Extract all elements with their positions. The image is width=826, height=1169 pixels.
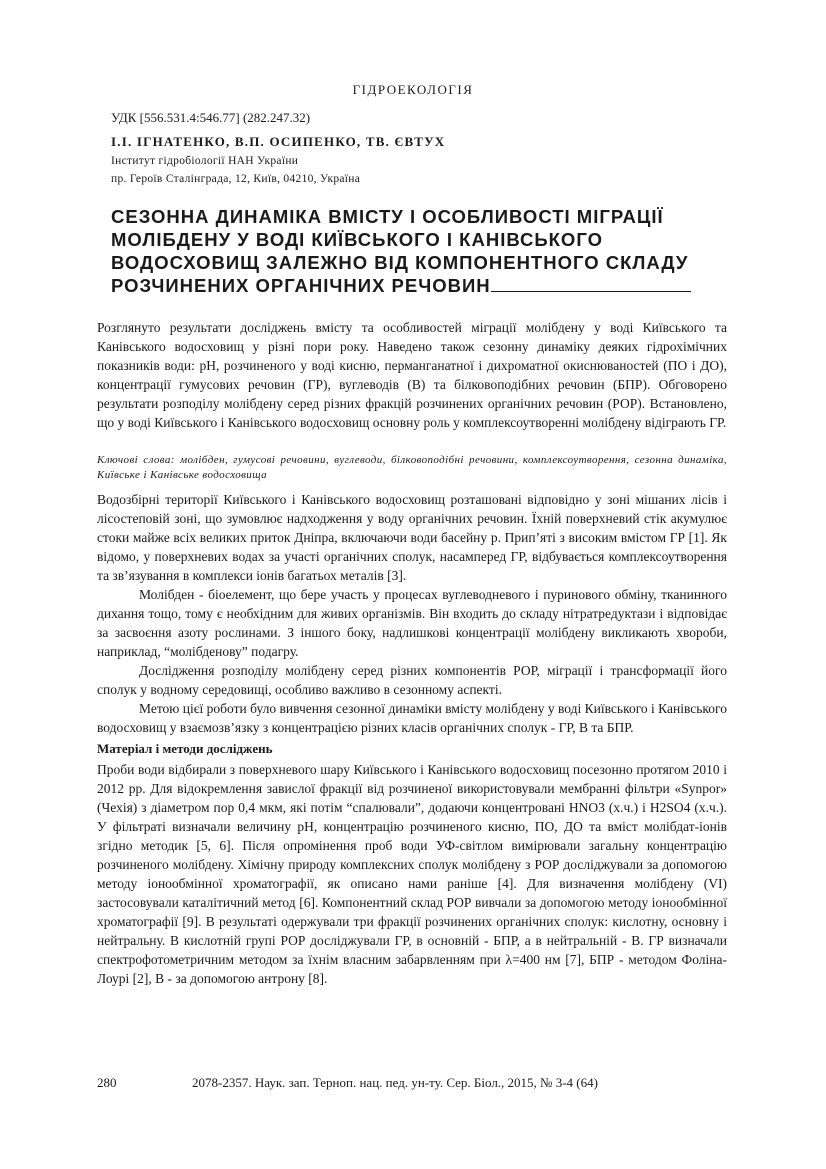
author-list: І.І. ІГНАТЕНКО, В.П. ОСИПЕНКО, ТВ. ЄВТУХ [111,134,446,149]
body-paragraph: Метою цієї роботи було вивчення сезонної динаміки вмісту молібдену у воді Київського і Канівського водосховищ у взаємозв’язку з концентрацією різних класів органічних сполук - ГР, В та БПР. [97,701,727,735]
section-heading: ГІДРОЕКОЛОГІЯ [352,82,474,97]
udc-code: УДК [556.531.4:546.77] (282.247.32) [111,110,311,125]
abstract: Розглянуто результати досліджень вмісту та особливостей міграції молібдену у воді Київського та Канівського водосховищ у різні пори року. Наведено також сезонну динаміку деяких гідрохімічних показників води: рН, розчиненого у воді кисню, перманганатної і дихроматної окиснюваностей (ПО і ДО), концентрації гумусових речовин (ГР), вуглеводів (В) та білковоподібних речовин (БПР). Обговорено результати розподілу молібдену серед різних фракцій розчинених органічних речовин (РОР). Встановлено, що у воді Київського і Канівського водосховищ основну роль у комплексоутворенні молібдену відіграють ГР. [97,320,727,430]
methods-heading: Матеріал і методи досліджень [97,741,273,756]
title-line: СЕЗОННА ДИНАМІКА ВМІСТУ І ОСОБЛИВОСТІ МІГРАЦІЇ [111,206,664,227]
article-body [97,490,727,988]
title-line: ВОДОСХОВИЩ ЗАЛЕЖНО ВІД КОМПОНЕНТНОГО СКЛАДУ [111,252,689,273]
title-underline-rule [491,290,691,292]
page-number: 280 [97,1075,117,1090]
body-paragraph: Молібден - біоелемент, що бере участь у процесах вуглеводневого і пуринового обміну, тканинного дихання тощо, тому є необхідним для живих організмів. Він входить до складу нітратредуктази і відповідає за засвоєння азоту рослинами. З іншого боку, надлишкові концентрації молібдену викликають хвороби, наприклад, “молібденову” подагру. [97,587,727,659]
title-line-final [111,274,711,297]
methods-paragraph: Проби води відбирали з поверхневого шару Київського і Канівського водосховищ посезонно протягом 2010 і 2012 рр. Для відокремлення завислої фракції від розчиненої використовували мембранні фільтри «Synpor» (Чехія) з діаметром пор 0,4 мкм, які потім “спалювали”, додаючи концентровані HNO3 (х.ч.) і H2SO4 (х.ч.). У фільтраті визначали величину рН, концентрацію розчиненого кисню, ПО, ДО та вміст молібдат-іонів згідно методик [5, 6]. Після опромінення проб води УФ-світлом вимірювали загальну концентрацію розчиненого молібдену. Хімічну природу комплексних сполук молібдену з РОР досліджували за допомогою методу іонообмінної хроматографії, як описано нами раніше [4]. Для визначення молібдену (VI) застосовували каталітичний метод [6]. Компонентний склад РОР вивчали за допомогою методу іонообмінної хроматографії [9]. В результаті одержували три фракції розчинених органічних сполук: кислотну, основну і нейтральну. В кислотній групі РОР досліджували ГР, в основній - БПР, а в нейтральній - В. ГР визначали спектрофотометричним методом за їхнім власним забарвленням при λ=400 нм [7], БПР - методом Фоліна-Лоурі [2], В - за допомогою антрону [8]. [97,762,727,986]
body-paragraph: Дослідження розподілу молібдену серед різних компонентів РОР, міграції і трансформації його сполук у водному середовищі, особливо важливо в сезонному аспекті. [97,663,727,697]
body-paragraph: Водозбірні території Київського і Канівського водосховищ розташовані відповідно у зоні мішаних лісів і лісостеповій зоні, що зумовлює надходження у воду органічних речовин. Їхній поверхневий стік акумулює стоки майже всіх великих приток Дніпра, включаючи води басейну р. Прип’яті з високим вмістом ГР [1]. Як відомо, у поверхневих водах за участі органічних сполук, насамперед ГР, відбувається комплексоутворення та зв’язування в комплекси іонів багатьох металів [3]. [97,492,727,583]
paper-title [111,205,711,297]
institution-address: пр. Героїв Сталінграда, 12, Київ, 04210, Україна [111,173,361,185]
title-line-text: РОЗЧИНЕНИХ ОРГАНІЧНИХ РЕЧОВИН [111,275,491,296]
title-line: МОЛІБДЕНУ У ВОДІ КИЇВСЬКОГО І КАНІВСЬКОГО [111,229,603,250]
journal-reference: 2078-2357. Наук. зап. Терноп. нац. пед. ун-ту. Сер. Біол., 2015, № 3-4 (64) [192,1075,598,1090]
keywords: Ключові слова: молібден, гумусові речовини, вуглеводи, білковоподібні речовини, комплексоутворення, сезонна динаміка, Київське і Канівське водосховища [97,454,727,481]
institution-affiliation: Інститут гідробіології НАН України [111,155,299,167]
